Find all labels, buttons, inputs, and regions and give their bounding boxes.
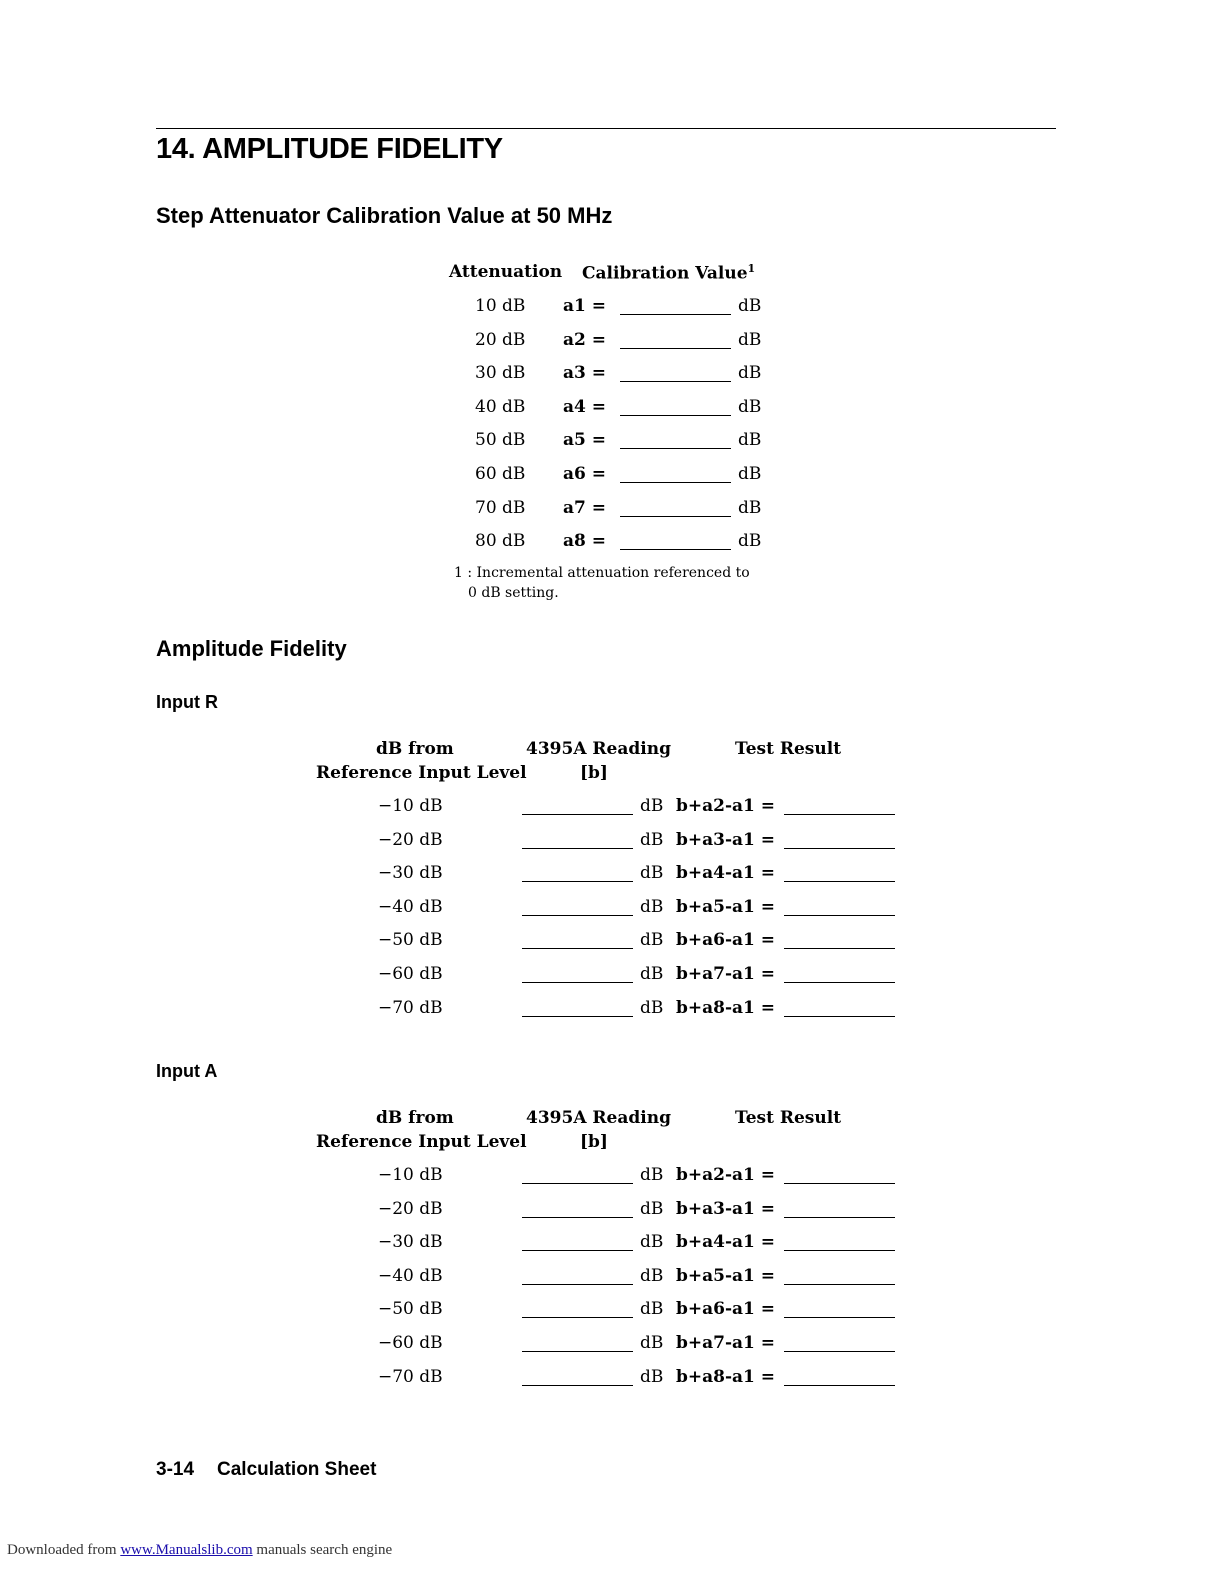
calibration-blank-field[interactable] <box>620 415 731 416</box>
calibration-blank-field[interactable] <box>620 482 731 483</box>
attenuation-value: 10 dB <box>475 296 526 316</box>
col-db-from-header: dB from <box>376 739 454 759</box>
reference-level: −30 dB <box>378 863 443 884</box>
attenuation-value: 50 dB <box>475 430 526 451</box>
reading-blank-field[interactable] <box>522 915 633 916</box>
result-formula: b+a5-a1 = <box>676 896 776 917</box>
reading-unit: dB <box>640 1198 664 1219</box>
calibration-label: a1 = <box>563 296 607 316</box>
col-reading-b-header: [b] <box>580 763 608 783</box>
input-a-heading: Input A <box>156 1061 218 1081</box>
result-formula: b+a2-a1 = <box>676 1165 776 1185</box>
footnote-marker: 1 <box>747 262 756 275</box>
calibration-unit: dB <box>738 296 762 316</box>
calibration-label: a6 = <box>563 464 607 484</box>
calibration-label: a7 = <box>563 497 607 518</box>
result-formula: b+a8-a1 = <box>676 997 776 1018</box>
attenuation-value: 20 dB <box>475 329 526 350</box>
test-result-blank-field[interactable] <box>784 881 895 882</box>
test-result-blank-field[interactable] <box>784 814 895 815</box>
reading-blank-field[interactable] <box>522 814 633 815</box>
reading-unit: dB <box>640 1265 664 1286</box>
calibration-unit: dB <box>738 430 762 451</box>
reading-unit: dB <box>640 1232 664 1253</box>
col-reading-header: 4395A Reading <box>526 1108 671 1128</box>
footer-section-title: Calculation Sheet <box>217 1459 377 1480</box>
calibration-label: a3 = <box>563 363 607 384</box>
test-result-blank-field[interactable] <box>784 982 895 983</box>
footnote-line-2: 0 dB setting. <box>468 585 559 601</box>
reference-level: −60 dB <box>378 1333 443 1353</box>
calibration-unit: dB <box>738 531 762 552</box>
calibration-label: a5 = <box>563 430 607 451</box>
reading-unit: dB <box>640 1366 664 1387</box>
result-formula: b+a7-a1 = <box>676 964 776 984</box>
amplitude-fidelity-heading: Amplitude Fidelity <box>156 636 347 661</box>
reading-blank-field[interactable] <box>522 1317 633 1318</box>
test-result-blank-field[interactable] <box>784 1317 895 1318</box>
col-test-result-header: Test Result <box>735 739 842 759</box>
reference-level: −50 dB <box>378 1299 443 1320</box>
attenuation-value: 70 dB <box>475 497 526 518</box>
reference-level: −30 dB <box>378 1232 443 1253</box>
test-result-blank-field[interactable] <box>784 1183 895 1184</box>
calibration-blank-field[interactable] <box>620 314 731 315</box>
test-result-blank-field[interactable] <box>784 948 895 949</box>
reading-unit: dB <box>640 829 664 850</box>
reference-level: −20 dB <box>378 1198 443 1219</box>
test-result-blank-field[interactable] <box>784 1016 895 1017</box>
col-test-result-header: Test Result <box>735 1108 842 1128</box>
reading-unit: dB <box>640 1165 664 1185</box>
reference-level: −70 dB <box>378 997 443 1018</box>
calibration-label: a8 = <box>563 531 607 552</box>
reading-unit: dB <box>640 1299 664 1320</box>
attenuation-value: 80 dB <box>475 531 526 552</box>
reading-blank-field[interactable] <box>522 848 633 849</box>
reading-unit: dB <box>640 896 664 917</box>
result-formula: b+a6-a1 = <box>676 930 776 951</box>
col-reference-input-level-header: Reference Input Level <box>316 763 527 783</box>
reference-level: −40 dB <box>378 896 443 917</box>
col-reference-input-level-header: Reference Input Level <box>316 1132 527 1152</box>
result-formula: b+a2-a1 = <box>676 796 776 816</box>
result-formula: b+a4-a1 = <box>676 1232 776 1253</box>
reading-unit: dB <box>640 964 664 984</box>
calibration-unit: dB <box>738 329 762 350</box>
test-result-blank-field[interactable] <box>784 1351 895 1352</box>
reading-blank-field[interactable] <box>522 1250 633 1251</box>
reading-unit: dB <box>640 997 664 1018</box>
attenuation-value: 60 dB <box>475 464 526 484</box>
top-rule <box>156 128 1056 129</box>
col-reading-header: 4395A Reading <box>526 739 671 759</box>
col-attenuation-header: Attenuation <box>449 262 563 282</box>
reading-blank-field[interactable] <box>522 1284 633 1285</box>
reference-level: −10 dB <box>378 1165 443 1185</box>
result-formula: b+a3-a1 = <box>676 1198 776 1219</box>
test-result-blank-field[interactable] <box>784 1250 895 1251</box>
reading-blank-field[interactable] <box>522 982 633 983</box>
reading-unit: dB <box>640 1333 664 1353</box>
attenuation-value: 30 dB <box>475 363 526 384</box>
reference-level: −10 dB <box>378 796 443 816</box>
reference-level: −50 dB <box>378 930 443 951</box>
col-reading-b-header: [b] <box>580 1132 608 1152</box>
page-title: 14. AMPLITUDE FIDELITY <box>156 133 503 165</box>
download-suffix: manuals search engine <box>252 1542 393 1558</box>
step-attenuator-heading: Step Attenuator Calibration Value at 50 MHz <box>156 203 613 228</box>
calibration-unit: dB <box>738 396 762 417</box>
test-result-blank-field[interactable] <box>784 915 895 916</box>
calibration-label: a4 = <box>563 396 607 417</box>
reading-blank-field[interactable] <box>522 881 633 882</box>
reference-level: −60 dB <box>378 964 443 984</box>
calibration-label: a2 = <box>563 329 607 350</box>
test-result-blank-field[interactable] <box>784 848 895 849</box>
result-formula: b+a4-a1 = <box>676 863 776 884</box>
reference-level: −40 dB <box>378 1265 443 1286</box>
calibration-blank-field[interactable] <box>620 516 731 517</box>
reading-unit: dB <box>640 930 664 951</box>
footnote-line-1: 1 : Incremental attenuation referenced to <box>454 565 750 581</box>
col-calibration-header: Calibration Value$^1$ <box>582 262 756 284</box>
calibration-blank-field[interactable] <box>620 381 731 382</box>
download-prefix: Downloaded from <box>7 1542 121 1558</box>
attenuation-value: 40 dB <box>475 396 526 417</box>
reading-blank-field[interactable] <box>522 1351 633 1352</box>
result-formula: b+a8-a1 = <box>676 1366 776 1387</box>
reading-unit: dB <box>640 863 664 884</box>
reading-blank-field[interactable] <box>522 948 633 949</box>
calibration-blank-field[interactable] <box>620 549 731 550</box>
test-result-blank-field[interactable] <box>784 1217 895 1218</box>
col-db-from-header: dB from <box>376 1108 454 1128</box>
calibration-unit: dB <box>738 497 762 518</box>
footer-page-number: 3-14 <box>156 1459 195 1480</box>
reading-blank-field[interactable] <box>522 1385 633 1386</box>
calibration-blank-field[interactable] <box>620 448 731 449</box>
test-result-blank-field[interactable] <box>784 1385 895 1386</box>
calibration-unit: dB <box>738 464 762 484</box>
result-formula: b+a7-a1 = <box>676 1333 776 1353</box>
reading-unit: dB <box>640 796 664 816</box>
calibration-blank-field[interactable] <box>620 348 731 349</box>
input-r-heading: Input R <box>156 692 218 712</box>
reading-blank-field[interactable] <box>522 1217 633 1218</box>
reading-blank-field[interactable] <box>522 1016 633 1017</box>
calibration-unit: dB <box>738 363 762 384</box>
reference-level: −20 dB <box>378 829 443 850</box>
manualslib-link[interactable]: www.Manualslib.com <box>120 1542 253 1558</box>
test-result-blank-field[interactable] <box>784 1284 895 1285</box>
reference-level: −70 dB <box>378 1366 443 1387</box>
result-formula: b+a6-a1 = <box>676 1299 776 1320</box>
result-formula: b+a3-a1 = <box>676 829 776 850</box>
download-note <box>7 1542 392 1559</box>
result-formula: b+a5-a1 = <box>676 1265 776 1286</box>
reading-blank-field[interactable] <box>522 1183 633 1184</box>
